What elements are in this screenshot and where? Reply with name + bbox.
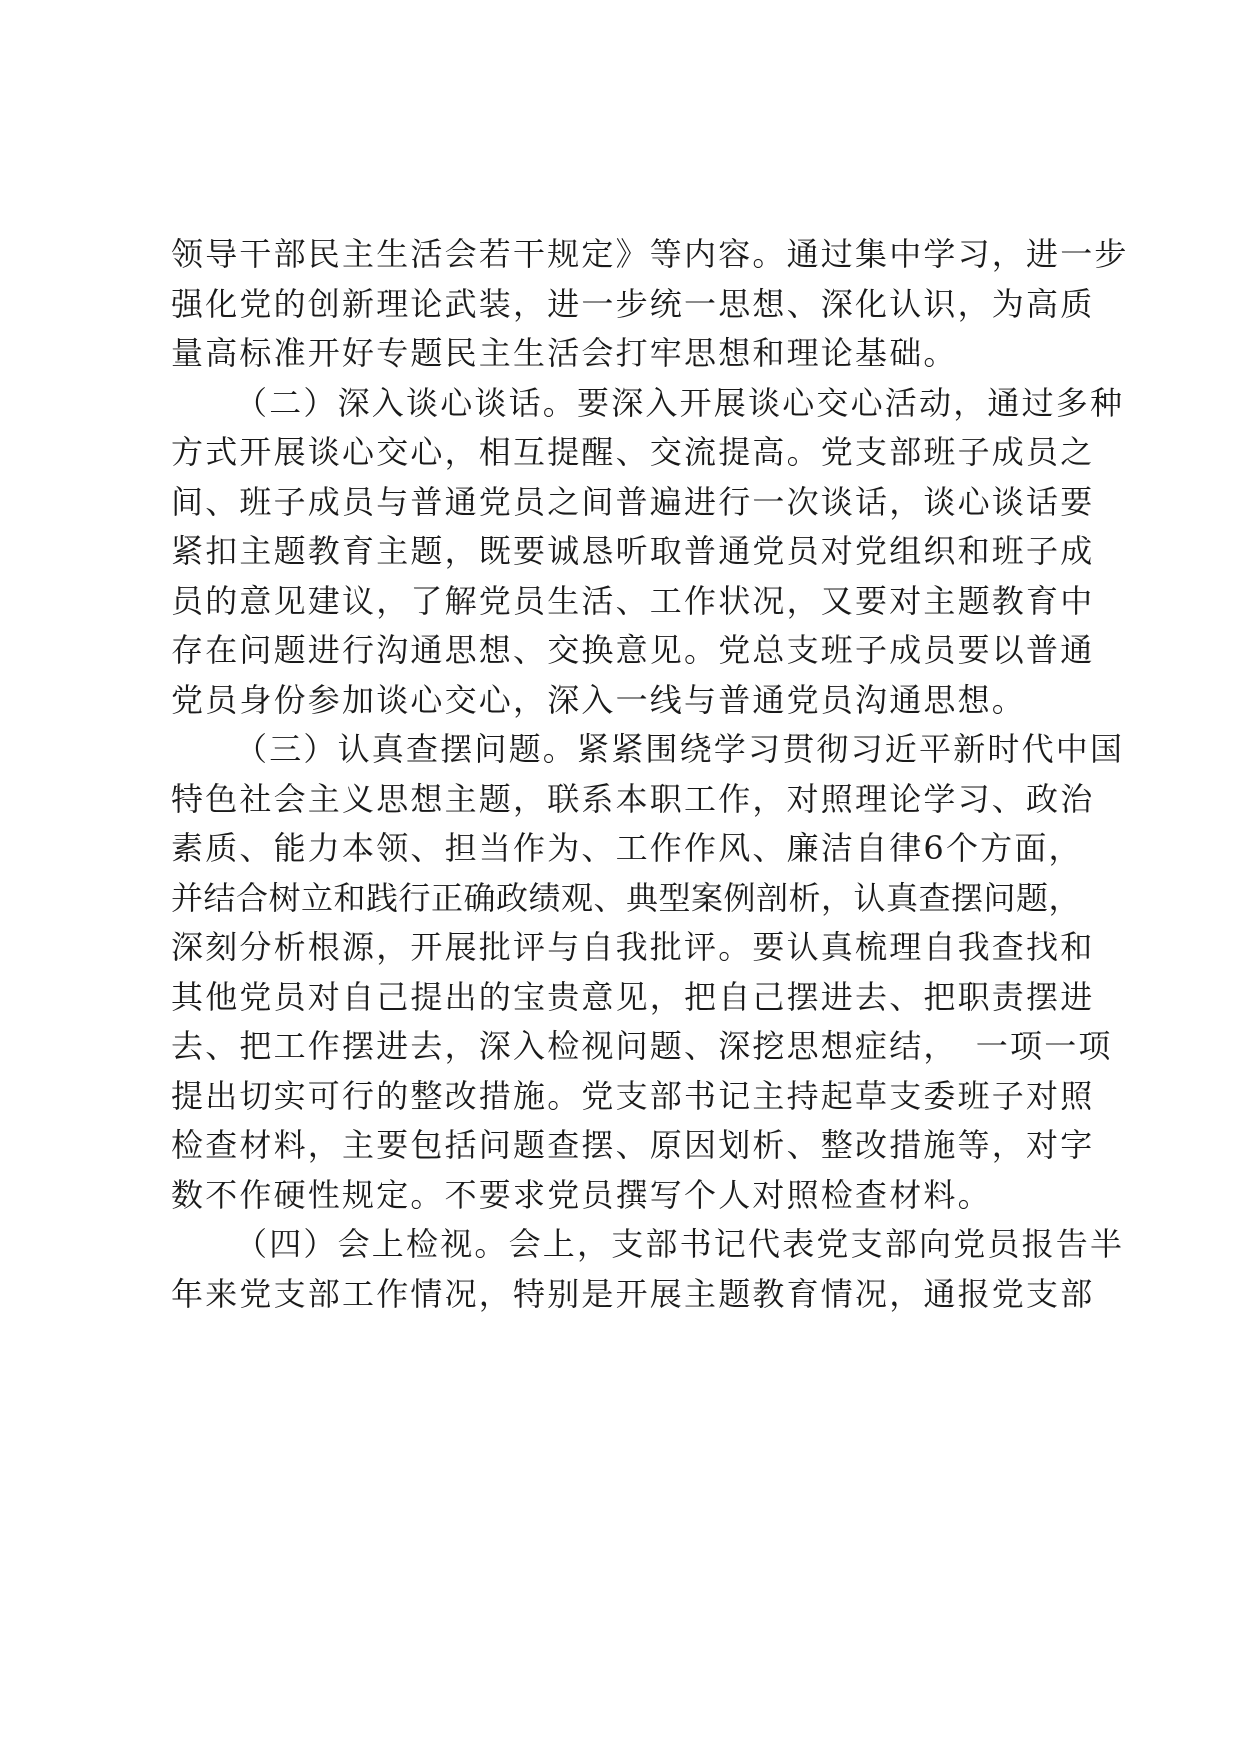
text-line: 数不作硬性规定。不要求党员撰写个人对照检查材料。	[171, 1175, 992, 1214]
text-line: 方式开展谈心交心，相互提醒、交流提高。党支部班子成员之	[171, 433, 1095, 471]
text-line: （四）会上检视。会上，支部书记代表党支部向党员报告半	[235, 1225, 1125, 1263]
text-line: （三）认真查摆问题。紧紧围绕学习贯彻习近平新时代中国	[235, 730, 1125, 768]
paragraph-heart-to-heart-talks	[171, 379, 1125, 726]
text-line: 存在问题进行沟通思想、交换意见。党总支班子成员要以普通	[171, 631, 1095, 669]
paragraph-study-conclusion	[171, 230, 1129, 379]
text-line: 去、把工作摆进去，深入检视问题、深挖思想症结， 一项一项	[171, 1027, 1113, 1065]
text-line: 其他党员对自己提出的宝贵意见，把自己摆进去、把职责摆进	[171, 977, 1095, 1016]
text-line: 年来党支部工作情况，特别是开展主题教育情况，通报党支部	[171, 1274, 1095, 1313]
text-line: 紧扣主题教育主题，既要诚恳听取普通党员对党组织和班子成	[171, 532, 1095, 570]
text-line: 量高标准开好专题民主生活会打牢思想和理论基础。	[171, 334, 958, 372]
paragraph-meeting-review	[171, 1220, 1125, 1319]
text-line: 特色社会主义思想主题，联系本职工作，对照理论学习、政治	[171, 779, 1095, 818]
text-line: 强化党的创新理论武装，进一步统一思想、深化认识，为高质	[171, 284, 1095, 323]
text-line: 素质、能力本领、担当作为、工作作风、廉洁自律6个方面，	[171, 829, 1083, 867]
text-line: 党员身份参加谈心交心，深入一线与普通党员沟通思想。	[171, 680, 1027, 719]
document-body	[171, 230, 1129, 1319]
text-line: 深刻分析根源，开展批评与自我批评。要认真梳理自我查找和	[171, 928, 1095, 966]
text-line: 员的意见建议，了解党员生活、工作状况，又要对主题教育中	[171, 581, 1095, 620]
text-line: 间、班子成员与普通党员之间普遍进行一次谈话，谈心谈话要	[171, 482, 1095, 521]
text-line: （二）深入谈心谈话。要深入开展谈心交心活动，通过多种	[235, 383, 1125, 422]
text-line: 领导干部民主生活会若干规定》等内容。通过集中学习，进一步	[171, 235, 1129, 273]
text-line: 检查材料，主要包括问题查摆、原因划析、整改措施等，对字	[171, 1126, 1095, 1164]
paragraph-identify-problems	[171, 725, 1125, 1220]
text-line: 提出切实可行的整改措施。党支部书记主持起草支委班子对照	[171, 1076, 1095, 1115]
text-line: 并结合树立和践行正确政绩观、典型案例剖析，认真查摆问题，	[171, 878, 1082, 917]
